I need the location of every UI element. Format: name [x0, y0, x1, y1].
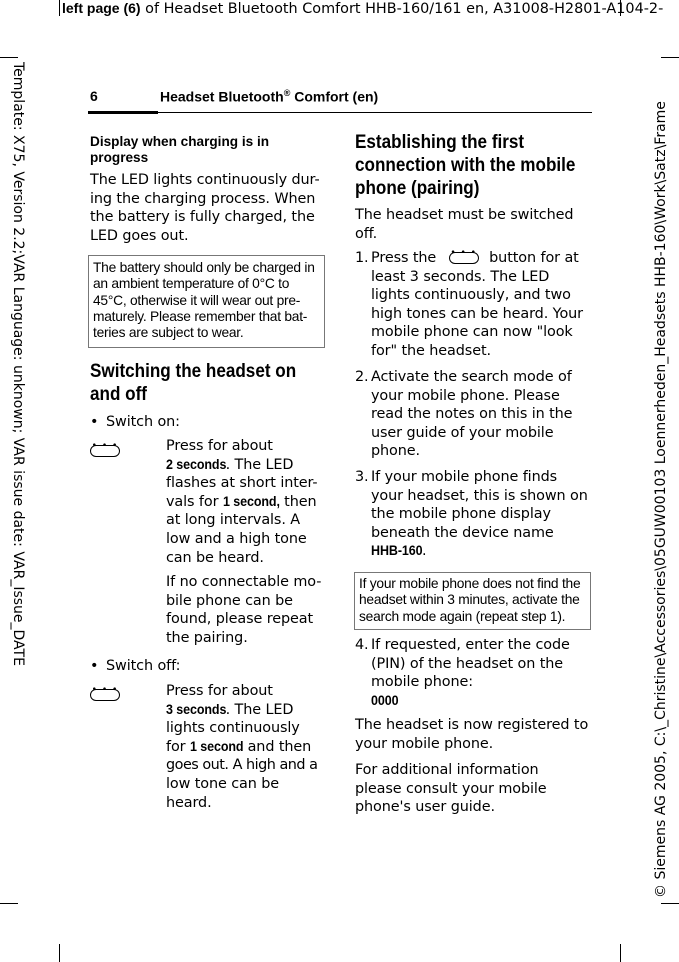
charging-heading-text: Display when charging is in progress [90, 134, 270, 165]
crop-mark-left-bottom [0, 903, 18, 904]
switch-on-bullet [90, 413, 180, 432]
left-margin-template-info [9, 62, 27, 666]
step-number: 1. [355, 250, 369, 266]
note-line: maturely. Please remember that bat- [93, 308, 308, 324]
text-line: beneath the device name [371, 524, 554, 541]
header-rule-thick [88, 111, 158, 114]
text-fragment: button for at [489, 250, 579, 266]
text-line [166, 493, 331, 512]
right-margin-copyright [652, 101, 670, 898]
key-dots: • • • [91, 684, 119, 695]
running-title [160, 88, 378, 105]
text-line: low and a high tone [166, 530, 307, 547]
text-line [371, 542, 595, 561]
text-line: read the notes on this in the [371, 406, 573, 423]
crop-mark-right-top [661, 57, 679, 58]
text-line: The headset is now registered to [355, 717, 589, 733]
text-line: the mobile phone display [371, 506, 551, 523]
text-line: your headset, this is shown on [371, 487, 588, 504]
text-line: for" the headset. [371, 342, 491, 359]
note-line: teries are subject to wear. [93, 325, 244, 341]
left-margin-text: Template: X75, Version 2.2;VAR Language: unknown; VAR issue date: VAR_Issue_DATE [10, 62, 26, 666]
bullet: • [90, 414, 99, 430]
text-line: your mobile phone. [355, 735, 494, 752]
key-dots: • • • [91, 440, 119, 451]
right-margin-text: © Siemens AG 2005, C:\_Christine\Accessories\05GUW00103 Loennerheden_Headsets HHB-160\Work\Satz\Frame [653, 101, 669, 898]
power-key-icon-on [90, 440, 120, 459]
text-line [166, 456, 331, 475]
text-line: your mobile phone. Please [371, 387, 560, 404]
step-number: 2. [355, 369, 369, 385]
duration-bold: 3 seconds [166, 701, 227, 717]
charging-line: the battery is fully charged, the [90, 209, 315, 226]
text-line: Activate the search mode of [371, 369, 572, 385]
text-line [166, 701, 331, 720]
text-line: Press for about [166, 438, 273, 454]
device-name: HHB-160 [371, 543, 423, 559]
crop-mark-bottom-left [59, 944, 60, 962]
step-2 [355, 368, 595, 461]
search-note [354, 572, 591, 630]
text-line: at long intervals. A [166, 512, 301, 529]
note-line: The battery should only be charged in [93, 260, 315, 275]
pairing-intro [355, 206, 595, 243]
charging-line: The LED lights continuously dur- [90, 172, 320, 188]
crop-mark-top-left [59, 0, 60, 16]
step-4 [355, 636, 595, 710]
header-rule [158, 112, 592, 113]
text-line [371, 692, 595, 711]
pairing-heading-line: phone (pairing) [355, 178, 480, 199]
switch-on-label: Switch on: [106, 414, 180, 430]
text-line: If your mobile phone finds [371, 469, 558, 485]
text-fragment: Press the [371, 250, 437, 266]
text-line: mobile phone can now "look [371, 324, 573, 341]
text-line: off. [355, 225, 378, 242]
switch-off-bullet [90, 657, 180, 676]
text-line: least 3 seconds. The LED [371, 268, 550, 285]
text-line: If requested, enter the code [371, 637, 570, 653]
text-fragment: . The LED [225, 456, 294, 473]
file-header-rest: of Headset Bluetooth Comfort HHB-160/161 en, A31008-H2801-A104-2- [140, 1, 664, 17]
note-line: 45°C, otherwise it will wear out pre- [93, 292, 301, 308]
charging-line: ing the charging process. When [90, 190, 316, 207]
text-line: bile phone can be [166, 592, 293, 609]
duration-bold: 1 second, [222, 493, 280, 509]
text-line: If no connectable mo- [166, 574, 322, 591]
text-fragment: for [166, 738, 190, 755]
crop-mark-left-top [0, 57, 18, 58]
switch-on-description [166, 437, 331, 648]
duration-bold: 1 second [189, 738, 244, 754]
charging-line: LED goes out. [90, 227, 189, 244]
text-fragment: then [279, 493, 317, 510]
file-header-page: left page (6) [62, 0, 141, 16]
text-line: For additional information [355, 762, 539, 778]
charging-paragraph [90, 171, 330, 245]
switch-heading-line: Switching the headset on [90, 361, 297, 382]
power-key-icon-off [90, 684, 120, 703]
text-line [166, 738, 331, 757]
registered-mark: ® [283, 88, 291, 98]
text-line: lights continuously, and two [371, 287, 571, 304]
switch-heading [90, 360, 324, 406]
step-number: 4. [355, 637, 369, 653]
text-line: phone. [371, 443, 421, 460]
pin-code: 0000 [371, 692, 399, 708]
duration-bold: 2 seconds [166, 456, 227, 472]
pairing-heading-line: Establishing the first [355, 132, 525, 153]
switch-off-description [166, 682, 331, 812]
text-line: (PIN) of the headset on the [371, 655, 564, 672]
more-info-paragraph [355, 761, 595, 817]
file-header [62, 0, 663, 18]
note-line: If your mobile phone does not find the [359, 576, 581, 591]
running-title-text: Headset Bluetooth [160, 88, 284, 105]
text-line: user guide of your mobile [371, 424, 554, 441]
pairing-heading [355, 131, 598, 200]
text-line: please consult your mobile [355, 780, 547, 797]
crop-mark-right-bottom [661, 903, 679, 904]
key-dots: • • • [450, 248, 477, 258]
charging-heading [90, 134, 290, 165]
battery-note [88, 255, 325, 348]
text-line: The headset must be switched [355, 207, 574, 223]
text-line: high tones can be heard. Your [371, 305, 583, 322]
text-fragment: . [421, 543, 427, 560]
text-line: lights continuously [166, 720, 300, 737]
switch-off-label: Switch off: [106, 658, 181, 674]
step-number: 3. [355, 469, 369, 485]
text-line: can be heard. [166, 549, 264, 566]
running-title-rest: Comfort (en) [290, 88, 379, 105]
text-fragment: . The LED [225, 701, 294, 718]
text-line: found, please repeat [166, 611, 314, 628]
pairing-heading-line: connection with the mobile [355, 155, 576, 176]
bullet: • [90, 658, 99, 674]
text-line: flashes at short inter- [166, 475, 318, 492]
text-line: phone's user guide. [355, 799, 495, 816]
text-line [371, 249, 595, 268]
registered-paragraph [355, 716, 595, 753]
text-line: low tone can be [166, 775, 280, 792]
switch-heading-line: and off [90, 384, 147, 405]
text-line: mobile phone: [371, 674, 473, 691]
crop-mark-bottom-right [620, 944, 621, 962]
text-line: the pairing. [166, 629, 248, 646]
power-key-icon [449, 248, 479, 264]
text-line: goes out. A high and a [166, 757, 318, 774]
text-fragment: vals for [166, 493, 223, 510]
step-3 [355, 468, 595, 561]
step-1 [355, 249, 595, 361]
text-line: heard. [166, 794, 212, 811]
note-line: search mode again (repeat step 1). [359, 608, 566, 624]
page-number: 6 [90, 88, 98, 104]
note-line: an ambient temperature of 0°C to [93, 276, 290, 292]
text-line: Press for about [166, 683, 273, 699]
text-fragment: and then [243, 738, 312, 755]
note-line: headset within 3 minutes, activate the [359, 592, 580, 608]
